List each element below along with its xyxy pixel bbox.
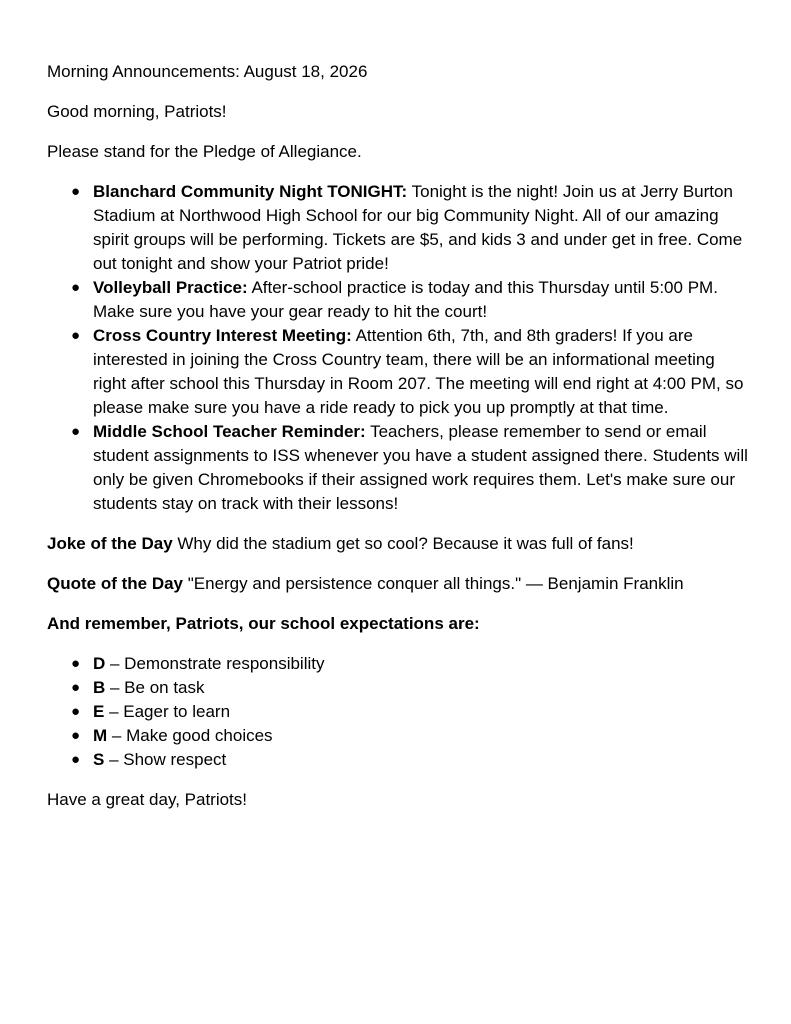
expectation-item: [47, 676, 751, 700]
quote-of-the-day: [47, 572, 751, 596]
announcement-body: Tonight is the night! Join us at Jerry Burton Stadium at Northwood High School for our big Community Night. All of our amazing spirit groups will be performing. Tickets are $5, and kids 3 and under get in free. Come out tonight and show your Patriot pride!: [93, 182, 743, 273]
expectations-heading: [47, 612, 751, 636]
expectation-item: [47, 652, 751, 676]
expectation-text: – Eager to learn: [104, 702, 231, 721]
announcement-item-teacher-reminder: [47, 420, 751, 516]
announcement-item-volleyball: [47, 276, 751, 324]
document-title: Morning Announcements: August 18, 2026: [47, 62, 368, 81]
announcement-document: [47, 60, 751, 828]
joke-text: Why did the stadium get so cool? Because it was full of fans!: [172, 534, 634, 553]
expectation-text: – Demonstrate responsibility: [105, 654, 325, 673]
expectation-letter: S: [93, 750, 105, 769]
expectation-letter: M: [93, 726, 108, 745]
announcement-body: Teachers, please remember to send or email student assignments to ISS whenever you have a student assigned there. Students will only be given Chromebooks if their assigned work requires them. Let's make sure our students stay on track with their lessons!: [93, 422, 748, 513]
announcement-item-community-night: [47, 180, 751, 276]
expectation-item: [47, 724, 751, 748]
joke-of-the-day: [47, 532, 751, 556]
quote-text: "Energy and persistence conquer all things." — Benjamin Franklin: [183, 574, 684, 593]
expectation-text: – Show respect: [104, 750, 227, 769]
announcement-item-cross-country: [47, 324, 751, 420]
bullet-icon: ●: [71, 183, 81, 200]
expectation-item: [47, 700, 751, 724]
announcement-heading: Volleyball Practice:: [93, 278, 248, 297]
expectation-letter: D: [93, 654, 106, 673]
greeting: Good morning, Patriots!: [47, 102, 227, 121]
bullet-icon: ●: [71, 703, 81, 720]
bullet-icon: ●: [71, 679, 81, 696]
closing-line: Have a great day, Patriots!: [47, 790, 248, 809]
expectations-list: [47, 652, 751, 772]
expectation-text: – Be on task: [105, 678, 205, 697]
expectations-heading-text: And remember, Patriots, our school expectations are:: [47, 614, 480, 633]
announcement-heading: Middle School Teacher Reminder:: [93, 422, 366, 441]
bullet-icon: ●: [71, 423, 81, 440]
announcement-list: [47, 180, 751, 516]
pledge-line: Please stand for the Pledge of Allegiance.: [47, 142, 362, 161]
bullet-icon: ●: [71, 279, 81, 296]
bullet-icon: ●: [71, 727, 81, 744]
expectation-letter: B: [93, 678, 106, 697]
announcement-heading: Blanchard Community Night TONIGHT:: [93, 182, 408, 201]
expectation-text: – Make good choices: [107, 726, 273, 745]
announcement-body: After-school practice is today and this Thursday until 5:00 PM. Make sure you have your gear ready to hit the court!: [93, 278, 718, 321]
joke-label: Joke of the Day: [47, 534, 173, 553]
bullet-icon: ●: [71, 751, 81, 768]
expectation-item: [47, 748, 751, 772]
bullet-icon: ●: [71, 655, 81, 672]
announcement-heading: Cross Country Interest Meeting:: [93, 326, 352, 345]
expectation-letter: E: [93, 702, 105, 721]
quote-label: Quote of the Day: [47, 574, 184, 593]
bullet-icon: ●: [71, 327, 81, 344]
announcement-body: Attention 6th, 7th, and 8th graders! If you are interested in joining the Cross Country team, there will be an informational meeting right after school this Thursday in Room 207. The meeting will end right at 4:00 PM, so please make sure you have a ride ready to pick you up promptly at that time.: [93, 326, 744, 417]
